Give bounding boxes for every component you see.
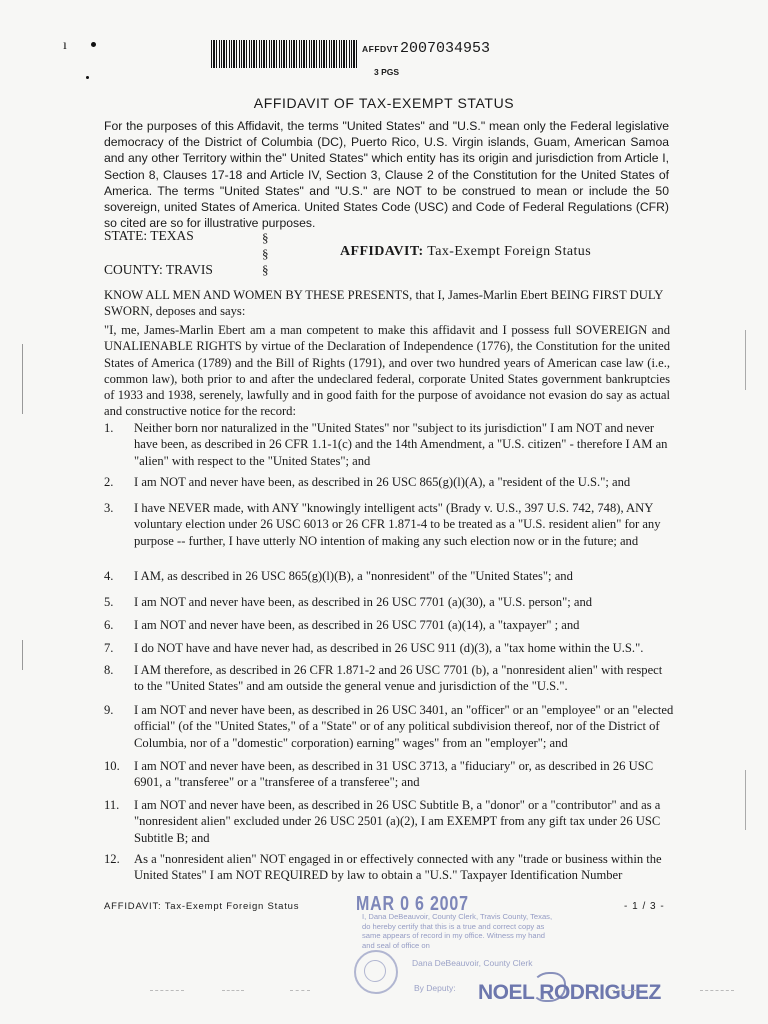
affidavit-heading (340, 244, 591, 260)
page-title: AFFIDAVIT OF TAX-EXEMPT STATUS (253, 95, 515, 111)
list-item-number: 3. (104, 501, 114, 515)
affdvt-label: AFFDVT (362, 44, 399, 54)
state-label: STATE: TEXAS (104, 228, 194, 243)
list-item-number: 8. (104, 663, 114, 677)
document-number: 2007034953 (400, 40, 491, 57)
list-item-text: I AM therefore, as described in 26 CFR 1.871-2 and 26 USC 7701 (b), a "nonresident alien" with respect to the "United States" and am outside the general venue and jurisdiction of the "U.S.". (134, 663, 663, 694)
margin-line (22, 640, 23, 670)
pages-label: 3 PGS (374, 67, 400, 77)
list-item-text: I am NOT and never have been, as described in 26 USC 7701 (a)(30), a "U.S. person"; and (134, 595, 593, 609)
county-label: COUNTY: TRAVIS (104, 262, 213, 277)
list-item-number: 11. (104, 798, 120, 812)
list-item-text: I am NOT and never have been, as described in 26 USC 3401, an "officer" or an "employee" or an "elected official" (of the "United States," of a "State" or of any political subdivision thereof, nor of the District of Columbia, nor of a "domestic" corporation) earning" wages" from an "employer"; and (134, 703, 674, 750)
list-item-text: I do NOT have and have never had, as described in 26 USC 911 (d)(3), a "tax home within the U.S.". (134, 641, 644, 655)
section-mark: § (262, 262, 269, 277)
list-item-text: I am NOT and never have been, as described in 26 USC 7701 (a)(14), a "taxpayer" ; and (134, 618, 580, 632)
list-item-number: 7. (104, 641, 114, 655)
stamp-deputy: By Deputy: (414, 983, 456, 993)
scan-mark (150, 990, 184, 992)
scan-mark (222, 990, 244, 992)
list-item-number: 1. (104, 421, 114, 435)
signature-scribble (532, 972, 566, 1002)
list-item-number: 10. (104, 759, 120, 773)
footer-title: AFFIDAVIT: Tax-Exempt Foreign Status (104, 901, 300, 912)
margin-line (745, 770, 746, 830)
margin-line (745, 330, 746, 390)
stamp-clerk: Dana DeBeauvoir, County Clerk (412, 958, 533, 968)
county-seal-inner (364, 960, 386, 982)
list-item-number: 9. (104, 703, 114, 717)
stamp-certification: I, Dana DeBeauvoir, County Clerk, Travis County, Texas, do hereby certify that this is a true and correct copy as same appears of record in my office. Witness my hand and seal of office on (362, 912, 553, 950)
list-item-number: 6. (104, 618, 114, 632)
list-item-text: I am NOT and never have been, as described in 31 USC 3713, a "fiduciary" or, as described in 26 USC 6901, a "transferee" or a "transferee of a transferee"; and (134, 759, 654, 790)
scan-mark (290, 990, 310, 992)
list-item-text: I am NOT and never have been, as described in 26 USC Subtitle B, a "donor" or a "contributor" and as a "nonresident alien" excluded under 26 USC 2501 (a)(2), I am EXEMPT from any gift tax under 26 USC Subtitle B; and (134, 798, 661, 845)
list-item-number: 2. (104, 475, 114, 489)
margin-dot (91, 42, 96, 47)
list-item-number: 4. (104, 569, 114, 583)
scan-mark (612, 990, 636, 992)
affidavit-subject: Tax-Exempt Foreign Status (427, 244, 592, 259)
list-item-text: As a "nonresident alien" NOT engaged in or effectively connected with any "trade or business within the United States" I am NOT REQUIRED by law to obtain a "U.S." Taxpayer Identification Number (134, 852, 662, 883)
list-item-number: 5. (104, 595, 114, 609)
margin-mark: ı (63, 38, 67, 53)
list-item-text: I AM, as described in 26 USC 865(g)(l)(B), a "nonresident" of the "United States"; and (134, 569, 573, 583)
affidavit-label: AFFIDAVIT: (340, 244, 424, 259)
section-mark: § (262, 230, 269, 245)
opening-paragraph: KNOW ALL MEN AND WOMEN BY THESE PRESENTS, that I, James-Marlin Ebert BEING FIRST DULY SWORN, deposes and says: (104, 288, 663, 319)
definitions-paragraph: For the purposes of this Affidavit, the terms "United States" and "U.S." mean only the Federal legislative democracy of the District of Columbia (DC), Puerto Rico, U.S. Virgin islands, Guam, American Samoa and any other Territory within the" United States" which entity has its origin and jurisdiction from Article I, Section 8, Clauses 17-18 and Article IV, Section 3, Clause 2 of the Constitution for the United States of America. The terms "United States" and "U.S." are NOT to be construed to mean or include the 50 sovereign, united States of America. United States Code (USC) and Code of Federal Regulations (CFR) so cited are so for illustrative purposes. (104, 119, 669, 231)
page-number: - 1 / 3 - (624, 901, 665, 912)
barcode (211, 40, 358, 68)
list-item-text: Neither born nor naturalized in the "United States" nor "subject to its jurisdiction" I am NOT and never have been, as described in 26 CFR 1.1-1(c) and the 14th Amendment, a "U.S. citizen" - therefore I AM an "alien" with respect to the "United States"; and (134, 421, 668, 468)
section-mark: § (262, 246, 269, 261)
margin-line (22, 344, 23, 414)
list-item-number: 12. (104, 852, 120, 866)
margin-dot (86, 76, 89, 79)
list-item-text: I have NEVER made, with ANY "knowingly intelligent acts" (Brady v. U.S., 397 U.S. 742, 748), ANY voluntary election under 26 USC 6013 or 26 CFR 1.871-4 to be treated as a "U.S. resident alien" for any purpose -- further, I have utterly NO intention of making any such election now or in the future; and (134, 501, 661, 548)
deputy-signature: NOEL RODRIGUEZ (478, 981, 661, 1004)
stamp-date: MAR 0 6 2007 (356, 893, 469, 915)
scan-mark (700, 990, 734, 992)
statement-paragraph: "I, me, James-Marlin Ebert am a man competent to make this affidavit and I possess full SOVEREIGN and UNALIENABLE RIGHTS by virtue of the Declaration of Independence (1776), the Constitution for the united States of America (1789) and the Bill of Rights (1791), and over two hundred years of American case law (i.e., common law), both prior to and after the undeclared federal, corporate United States government bankruptcies of 1933 and 1938, serenely, lawfully and in good faith for the purpose of avoidance not evasion do say as actual and constructive notice for the record: (104, 323, 670, 419)
list-item-text: I am NOT and never have been, as described in 26 USC 865(g)(l)(A), a "resident of the U.S."; and (134, 475, 631, 489)
